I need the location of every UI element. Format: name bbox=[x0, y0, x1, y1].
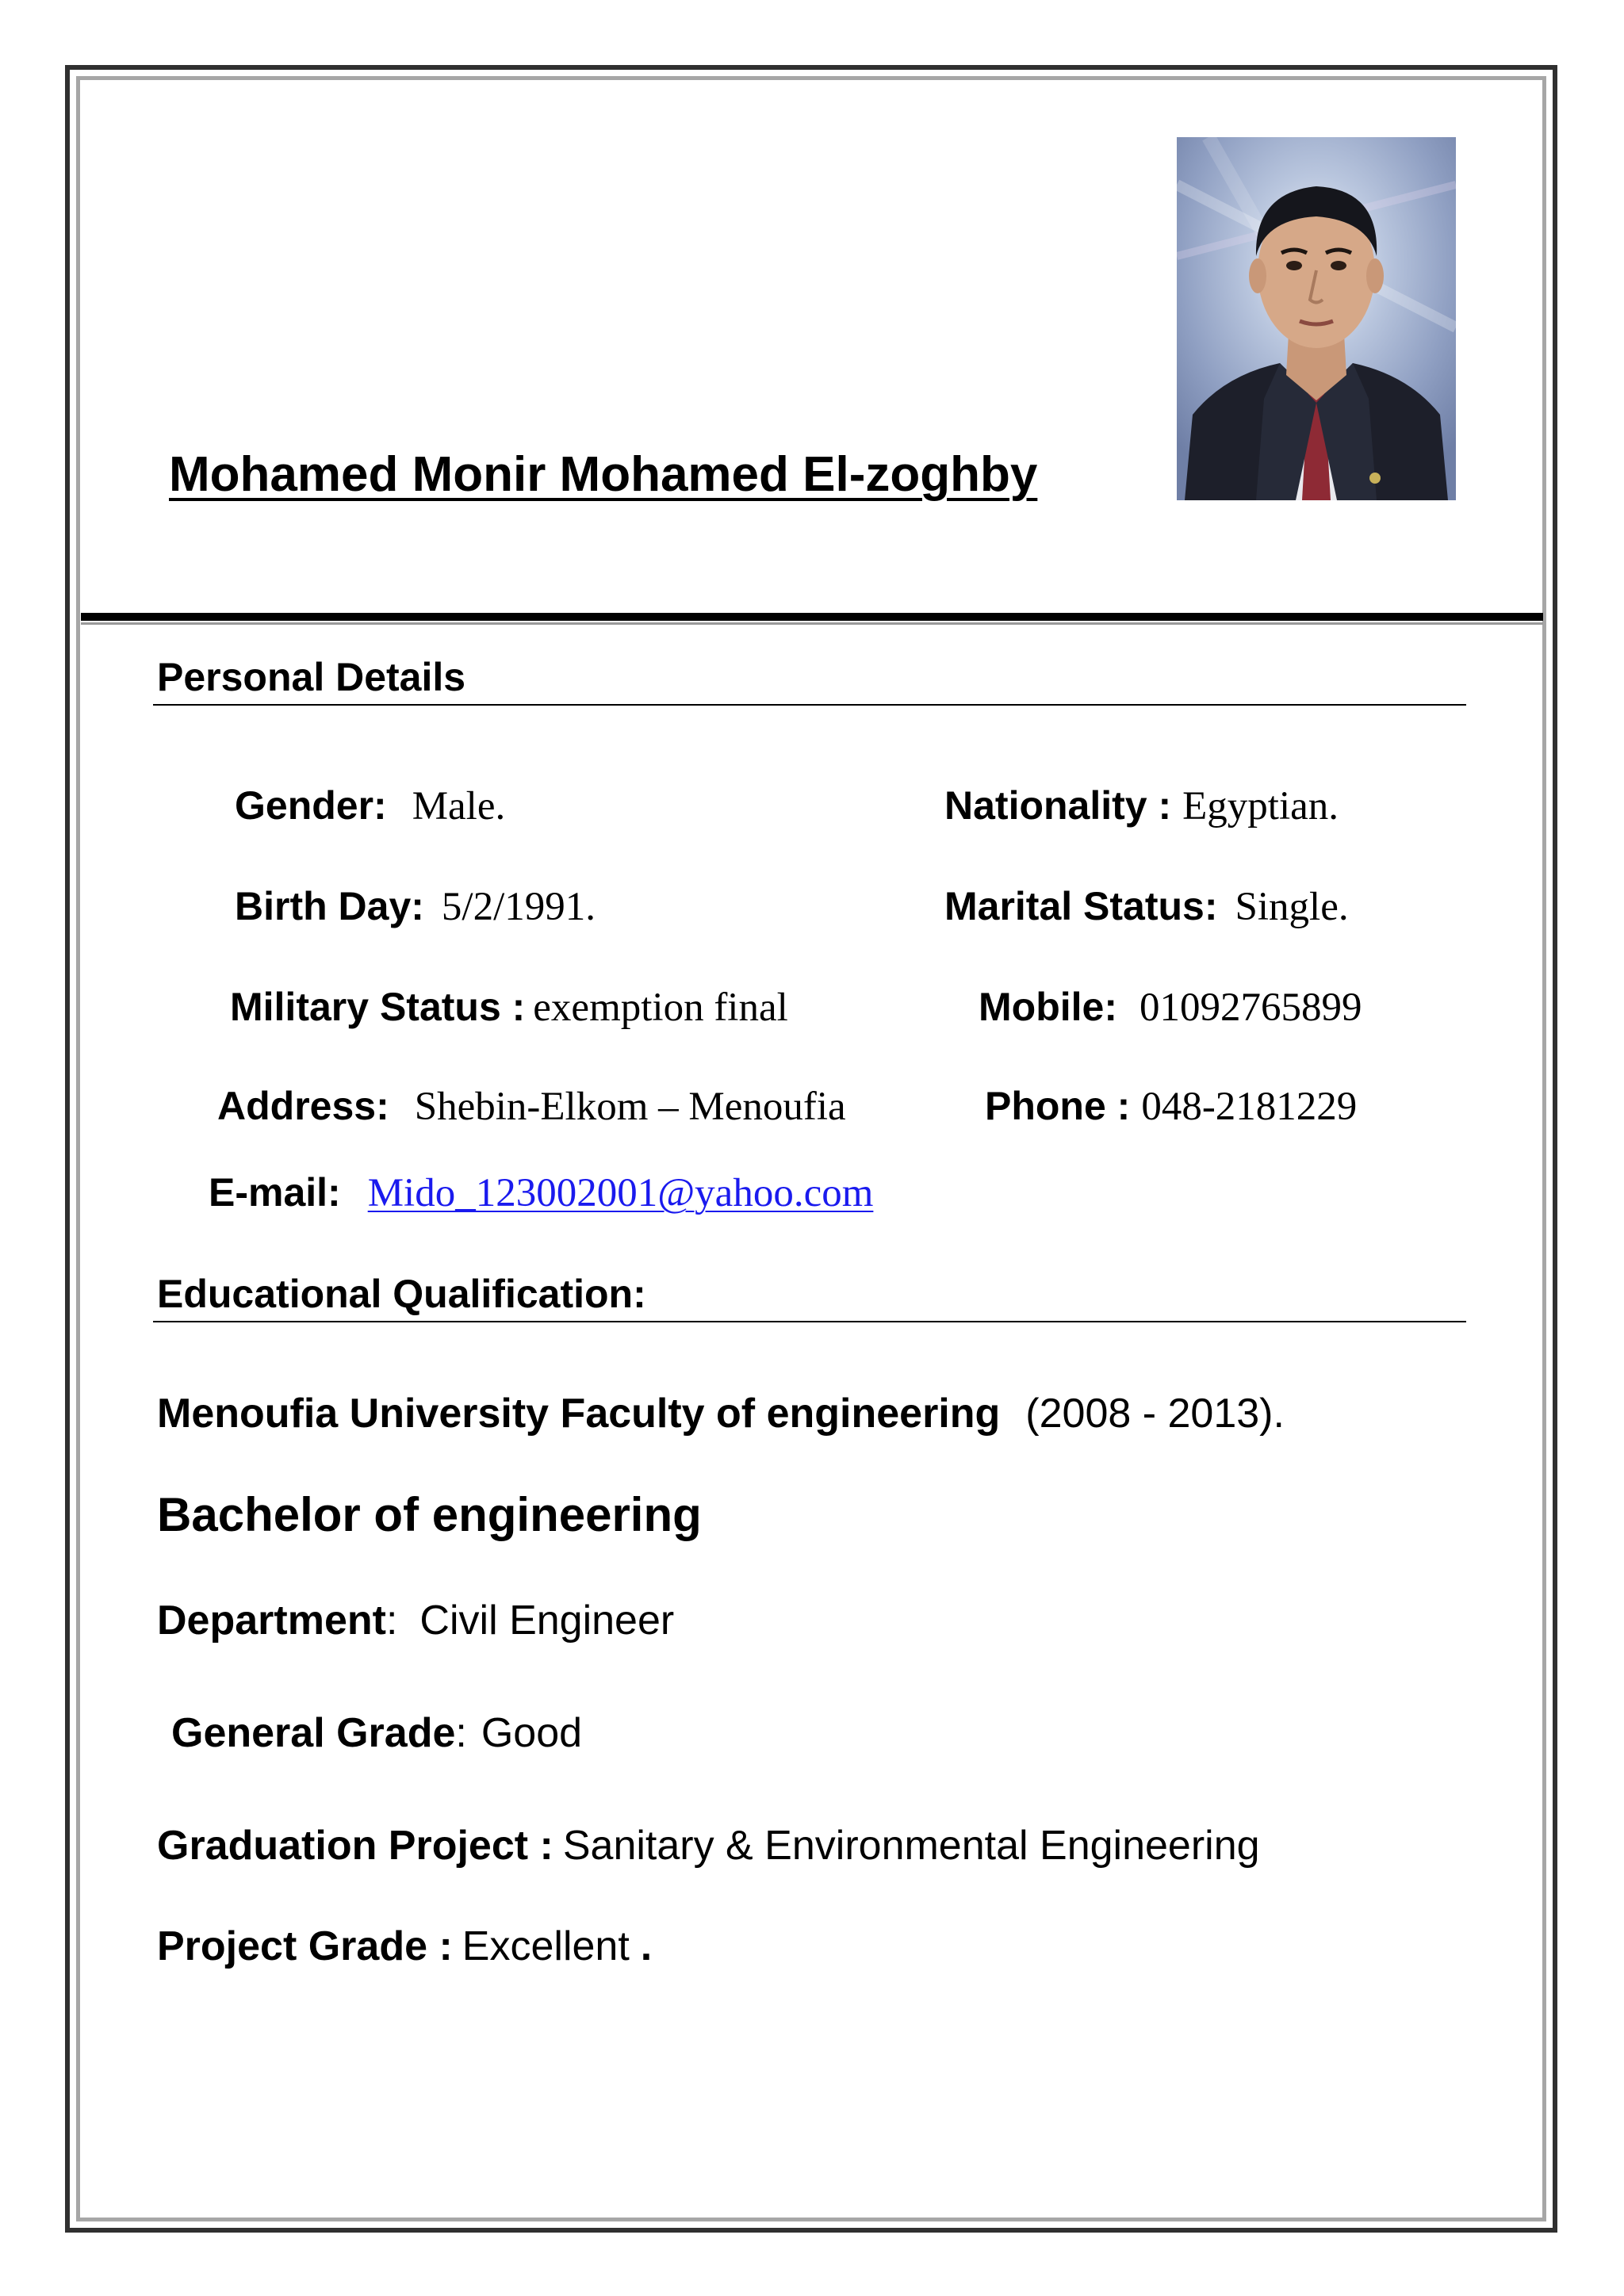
email-link[interactable]: Mido_123002001@yahoo.com bbox=[367, 1171, 874, 1215]
graduation-project-line bbox=[157, 1823, 1260, 1869]
nationality-field bbox=[944, 783, 1339, 828]
department-separator: : bbox=[385, 1598, 398, 1644]
phone-label: Phone : bbox=[985, 1084, 1131, 1128]
nationality-label: Nationality : bbox=[944, 783, 1172, 828]
department-value: Civil Engineer bbox=[419, 1598, 675, 1644]
department-line bbox=[157, 1598, 675, 1644]
marital-status-field bbox=[944, 886, 1349, 928]
header-divider bbox=[81, 613, 1543, 621]
department-label: Department bbox=[157, 1598, 386, 1644]
gender-field bbox=[235, 783, 506, 828]
phone-value: 048-2181229 bbox=[1141, 1085, 1358, 1129]
general-grade-value: Good bbox=[481, 1710, 583, 1756]
general-grade-label: General Grade bbox=[171, 1710, 456, 1756]
project-grade-period: . bbox=[640, 1923, 653, 1969]
university-line bbox=[157, 1391, 1285, 1437]
mobile-label: Mobile: bbox=[979, 985, 1117, 1029]
gender-value: Male. bbox=[412, 784, 506, 828]
general-grade-separator: : bbox=[455, 1710, 467, 1756]
project-grade-line bbox=[157, 1923, 653, 1969]
email-field bbox=[209, 1170, 874, 1215]
military-status-label: Military Status : bbox=[230, 985, 526, 1029]
graduation-project-value: Sanitary & Environmental Engineering bbox=[562, 1823, 1260, 1869]
marital-status-label: Marital Status: bbox=[944, 884, 1218, 928]
gender-label: Gender: bbox=[235, 783, 387, 828]
nationality-value: Egyptian. bbox=[1182, 784, 1339, 828]
education-title: Educational Qualification: bbox=[157, 1272, 646, 1316]
header-divider-shadow bbox=[81, 622, 1543, 625]
study-years: (2008 - 2013). bbox=[1025, 1391, 1285, 1437]
address-value: Shebin-Elkom – Menoufia bbox=[414, 1085, 846, 1129]
marital-status-value: Single. bbox=[1235, 885, 1349, 929]
project-grade-label: Project Grade : bbox=[157, 1923, 453, 1969]
phone-field bbox=[985, 1086, 1357, 1127]
birthday-label: Birth Day: bbox=[235, 884, 424, 928]
address-label: Address: bbox=[217, 1084, 389, 1128]
military-status-value: exemption final bbox=[533, 985, 788, 1030]
general-grade-line bbox=[171, 1712, 582, 1754]
degree-title: Bachelor of engineering bbox=[157, 1488, 702, 1541]
birthday-field bbox=[235, 886, 596, 928]
profile-photo bbox=[1177, 137, 1456, 500]
project-grade-value: Excellent bbox=[462, 1923, 630, 1969]
university-name: Menoufia University Faculty of engineering bbox=[157, 1391, 1001, 1437]
personal-details-rule bbox=[153, 704, 1466, 706]
mobile-value: 01092765899 bbox=[1139, 985, 1362, 1030]
email-label: E-mail: bbox=[209, 1170, 341, 1215]
military-status-field bbox=[230, 987, 788, 1028]
personal-details-title: Personal Details bbox=[157, 655, 466, 699]
applicant-name: Mohamed Monir Mohamed El-zoghby bbox=[169, 447, 1038, 502]
mobile-field bbox=[979, 987, 1362, 1028]
address-field bbox=[217, 1086, 846, 1127]
graduation-project-label: Graduation Project : bbox=[157, 1823, 553, 1869]
education-rule bbox=[153, 1321, 1466, 1322]
birthday-value: 5/2/1991. bbox=[441, 885, 596, 929]
